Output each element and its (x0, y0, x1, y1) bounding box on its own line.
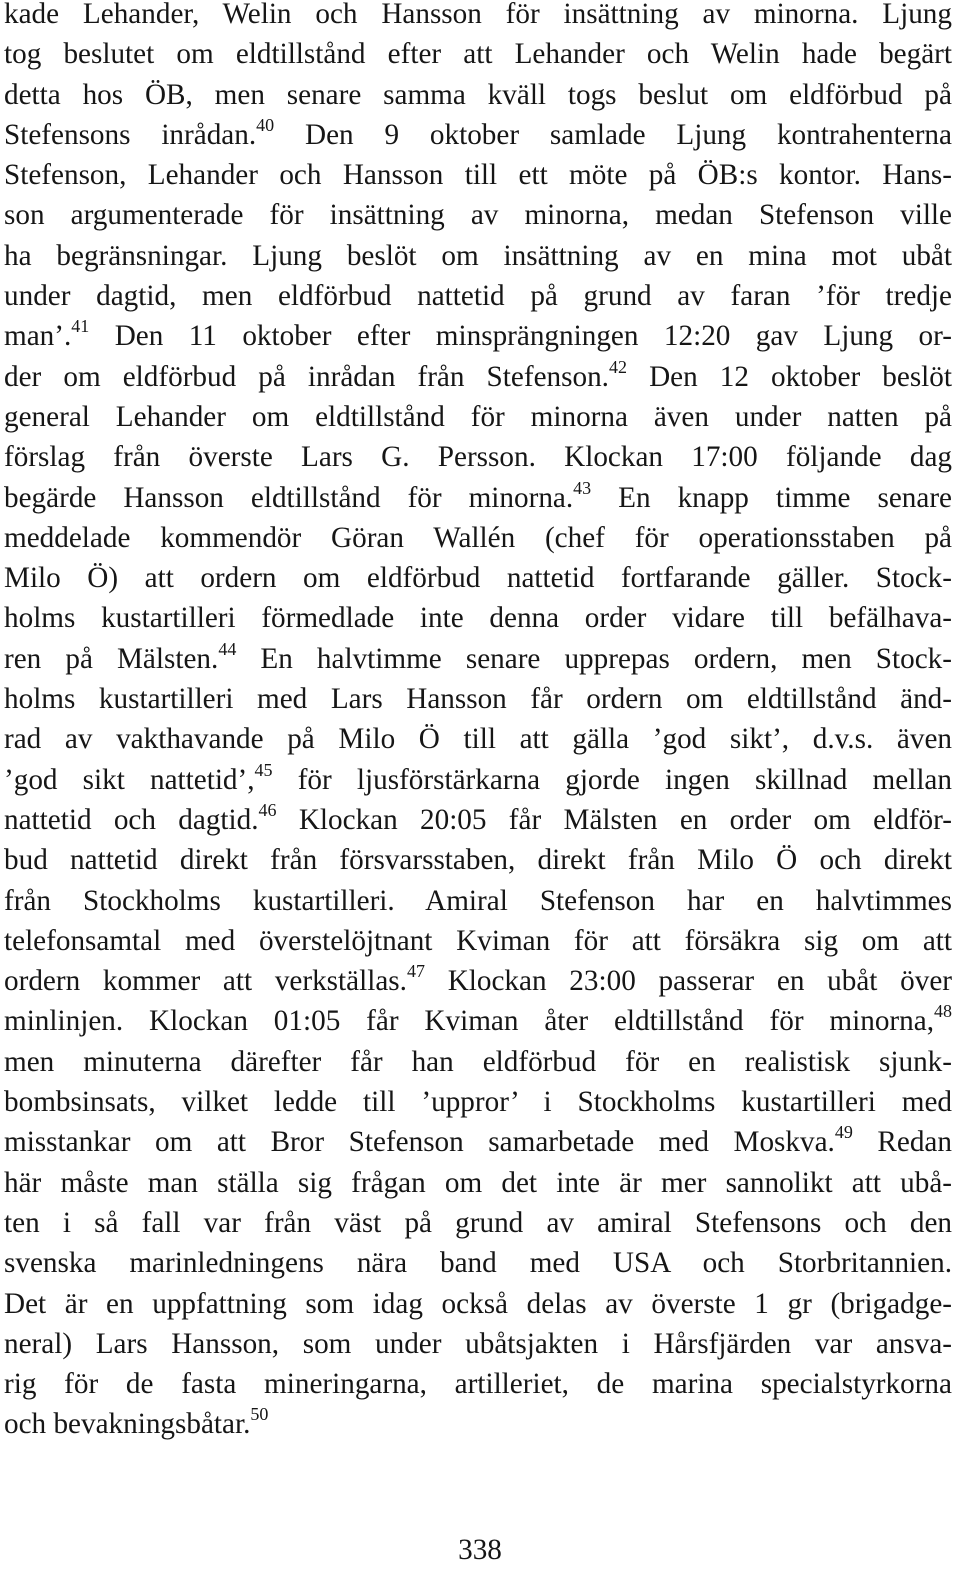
text-segment: En halvtimme senare upprepas ordern, men Stock- (236, 642, 952, 675)
document-page (4, 0, 952, 1445)
text-segment: Milo Ö) att ordern om eldförbud nattetid fortfarande gäller. Stock- (4, 562, 952, 595)
text-segment: här måste man ställa sig frågan om det inte är mer sannolikt att ubå- (4, 1166, 952, 1199)
text-segment: men minuterna därefter får han eldförbud för en realistisk sjunk- (4, 1045, 952, 1078)
text-line (4, 1082, 952, 1122)
text-line (4, 598, 952, 638)
text-line (4, 881, 952, 921)
text-line (4, 1284, 952, 1324)
text-segment: kade Lehander, Welin och Hansson för insättning av minorna. Ljung (4, 0, 952, 30)
text-line (4, 34, 952, 74)
text-line (4, 1324, 952, 1364)
text-segment: minlinjen. Klockan 01:05 får Kviman åter eldtillstånd för minorna, (4, 1005, 934, 1038)
text-segment: för ljusförstärkarna gjorde ingen skillnad mellan (272, 763, 952, 796)
text-segment: ren på Mälsten. (4, 642, 219, 675)
text-segment: bombsinsats, vilket ledde till ’uppror’ i Stockholms kustartilleri med (4, 1086, 952, 1119)
text-segment: man’. (4, 320, 72, 353)
text-segment: Stefensons inrådan. (4, 118, 257, 151)
text-segment: general Lehander om eldtillstånd för minorna även under natten på (4, 400, 952, 433)
text-segment: Den 9 oktober samlade Ljung kontrahenterna (274, 118, 952, 151)
text-segment: under dagtid, men eldförbud nattetid på grund av faran ’för tredje (4, 280, 952, 313)
footnote-marker: 48 (934, 1001, 952, 1022)
text-segment: nattetid och dagtid. (4, 803, 259, 836)
text-line (4, 1001, 952, 1041)
text-segment: Redan (852, 1126, 952, 1159)
text-segment: bud nattetid direkt från försvarsstaben, direkt från Milo Ö och direkt (4, 844, 952, 877)
footnote-marker: 49 (834, 1122, 853, 1143)
text-segment: Stefenson, Lehander och Hansson till ett möte på ÖB:s kontor. Hans- (4, 159, 952, 192)
text-segment: Klockan 20:05 får Mälsten en order om eldför- (276, 803, 952, 836)
text-line (4, 75, 952, 115)
text-line (4, 1163, 952, 1203)
text-segment: Det är en uppfattning som idag också delas av överste 1 gr (brigadge- (4, 1287, 952, 1320)
text-segment: son argumenterade för insättning av minorna, medan Stefenson ville (4, 199, 952, 232)
text-line (4, 518, 952, 558)
text-line (4, 961, 952, 1001)
text-line (4, 558, 952, 598)
text-line (4, 1243, 952, 1283)
text-line (4, 840, 952, 880)
text-segment: rad av vakthavande på Milo Ö till att gälla ’god sikt’, d.v.s. även (4, 723, 952, 756)
footnote-marker: 42 (608, 356, 627, 377)
text-segment: ten i så fall var från väst på grund av amiral Stefensons och den (4, 1206, 952, 1239)
page-number: 338 (458, 1534, 502, 1566)
text-segment: Klockan 23:00 passerar en ubåt över (424, 965, 953, 998)
text-segment: der om eldförbud på inrådan från Stefenson. (4, 360, 609, 393)
text-line (4, 1203, 952, 1243)
text-segment: telefonsamtal med överstelöjtnant Kviman för att försäkra sig om att (4, 924, 952, 957)
text-line (4, 478, 952, 518)
text-segment: och bevakningsbåtar. (4, 1408, 251, 1441)
footnote-marker: 46 (258, 799, 277, 820)
text-line (4, 719, 952, 759)
footnote-marker: 47 (406, 961, 425, 982)
footnote-marker: 43 (573, 477, 592, 498)
footnote-marker: 40 (256, 114, 275, 135)
text-segment: ordern kommer att verkställas. (4, 965, 407, 998)
text-line (4, 316, 952, 356)
text-segment: neral) Lars Hansson, som under ubåtsjakten i Hårsfjärden var ansva- (4, 1327, 952, 1360)
text-line (4, 800, 952, 840)
text-line (4, 1364, 952, 1404)
text-line (4, 276, 952, 316)
text-segment: meddelade kommendör Göran Wallén (chef för operationsstaben på (4, 521, 952, 554)
text-segment: detta hos ÖB, men senare samma kväll togs beslut om eldförbud på (4, 78, 952, 111)
text-line (4, 195, 952, 235)
text-segment: från Stockholms kustartilleri. Amiral Stefenson har en halvtimmes (4, 884, 952, 917)
text-segment: svenska marinledningens nära band med USA och Storbritannien. (4, 1247, 952, 1280)
text-segment: holms kustartilleri förmedlade inte denna order vidare till befälhava- (4, 602, 952, 635)
text-segment: rig för de fasta mineringarna, artilleriet, de marina specialstyrkorna (4, 1368, 952, 1401)
text-line (4, 357, 952, 397)
text-segment: ha begränsningar. Ljung beslöt om insättning av en mina mot ubåt (4, 239, 952, 272)
text-segment: begärde Hansson eldtillstånd för minorna. (4, 481, 574, 514)
text-segment: förslag från överste Lars G. Persson. Klockan 17:00 följande dag (4, 441, 952, 474)
text-line (4, 0, 952, 34)
text-line (4, 1404, 952, 1444)
text-line (4, 437, 952, 477)
text-line (4, 679, 952, 719)
text-line (4, 115, 952, 155)
text-line (4, 155, 952, 195)
text-segment: misstankar om att Bror Stefenson samarbetade med Moskva. (4, 1126, 835, 1159)
text-line (4, 1042, 952, 1082)
text-segment: tog beslutet om eldtillstånd efter att Lehander och Welin hade begärt (4, 38, 952, 71)
text-line (4, 639, 952, 679)
footnote-marker: 45 (254, 759, 273, 780)
footnote-marker: 50 (250, 1404, 269, 1425)
text-segment: ’god sikt nattetid’, (4, 763, 255, 796)
text-line (4, 921, 952, 961)
text-segment: En knapp timme senare (591, 481, 953, 514)
text-line (4, 760, 952, 800)
text-segment: Den 11 oktober efter minsprängningen 12:20 gav Ljung or- (89, 320, 952, 353)
text-line (4, 397, 952, 437)
footnote-marker: 44 (218, 638, 237, 659)
footnote-marker: 41 (71, 316, 90, 337)
text-segment: holms kustartilleri med Lars Hansson får ordern om eldtillstånd änd- (4, 683, 952, 716)
text-line (4, 1122, 952, 1162)
text-line (4, 236, 952, 276)
text-segment: Den 12 oktober beslöt (626, 360, 952, 393)
